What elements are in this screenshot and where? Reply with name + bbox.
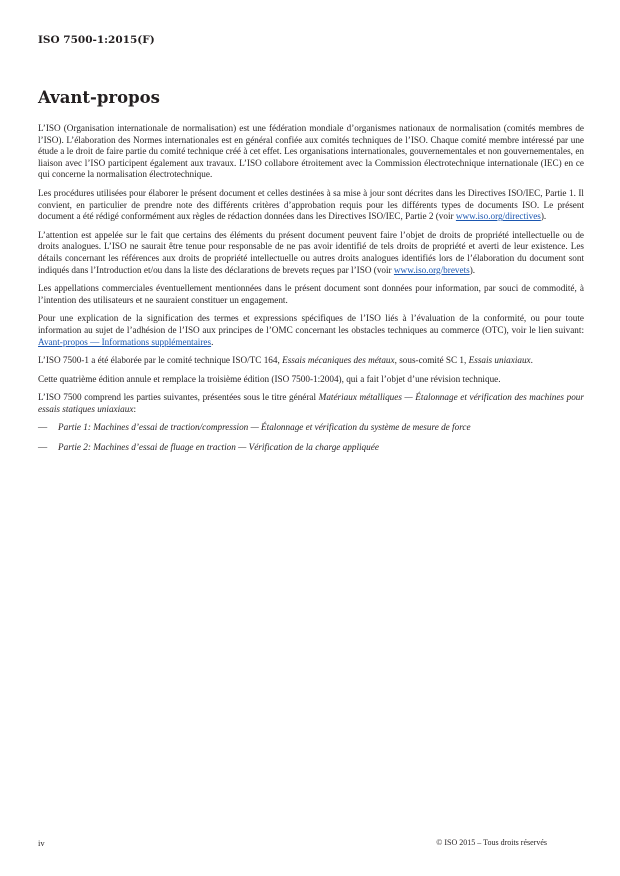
paragraph-procedures-text: Les procédures utilisées pour élaborer le présent document et celles destinées à sa mise à jour sont décrites dans les Directives ISO/IEC, Partie 1. Il convient, en particulier de prendre note des différents critères d’approbation requis pour les différents types de documents ISO. Le présent document a été rédigé conformément aux règles de rédaction données dans les Directives ISO/IEC, Partie 2 (voir xyxy=(38,187,584,222)
paragraph-patents-end: ). xyxy=(469,264,476,275)
patents-link[interactable]: www.iso.org/brevets xyxy=(393,264,470,275)
copyright-notice: © ISO 2015 – Tous droits réservés xyxy=(436,838,547,847)
paragraph-procedures xyxy=(38,188,584,223)
list-dash: — xyxy=(38,422,48,433)
page-title: Avant-propos xyxy=(38,88,160,107)
paragraph-committee-text-a: L’ISO 7500-1 a été élaborée par le comité technique ISO/TC 164, xyxy=(38,355,283,366)
page-number: iv xyxy=(38,838,45,848)
paragraph-committee xyxy=(38,355,584,367)
list-item-text: Partie 1: Machines d’essai de traction/compression — Étalonnage et vérification du système de mesure de force xyxy=(58,422,471,433)
paragraph-procedures-end: ). xyxy=(540,211,547,222)
list-dash: — xyxy=(38,442,48,453)
list-item xyxy=(38,422,584,434)
paragraph-parts-intro-text: L’ISO 7500 comprend les parties suivantes, présentées sous le titre général xyxy=(38,392,319,403)
paragraph-edition: Cette quatrième édition annule et remplace la troisième édition (ISO 7500-1:2004), qui a fait l’objet d’une révision technique. xyxy=(38,373,501,384)
paragraph-conformity-end: . xyxy=(211,336,214,347)
paragraph-committee-tc-title: Essais mécaniques des métaux xyxy=(282,355,395,366)
paragraph-parts-intro-end: : xyxy=(133,403,137,414)
paragraph-parts-general-title: Matériaux métalliques — Étalonnage et vérification des machines pour essais statiques uniaxiaux xyxy=(38,392,584,414)
paragraph-patents-text: L’attention est appelée sur le fait que certains des éléments du présent document peuvent faire l’objet de droits de propriété intellectuelle ou de droits analogues. L’ISO ne saurait être tenue pour responsable de ne pas avoir identifié de tels droits de propriété et averti de leur existence. Les détails concernant les références aux droits de propriété intellectuelle ou autres droits analogues identifiés lors de l’élaboration du document sont indiqués dans l’Introduction et/ou dans la liste des déclarations de brevets reçues par l’ISO (voir xyxy=(38,229,584,275)
paragraph-committee-sc-title: Essais uniaxiaux xyxy=(468,355,531,366)
supplementary-info-link[interactable]: Avant-propos — Informations supplémentaires xyxy=(38,336,212,347)
paragraph-trade-names: Les appellations commerciales éventuellement mentionnées dans le présent document sont données pour information, par souci de commodité, à l’intention des utilisateurs et ne sauraient constituer un engagement. xyxy=(38,283,584,305)
paragraph-patents xyxy=(38,230,584,276)
foreword-body xyxy=(38,123,584,462)
directives-link[interactable]: www.iso.org/directives xyxy=(455,211,541,222)
paragraph-iso-organisation: L’ISO (Organisation internationale de normalisation) est une fédération mondiale d’organismes nationaux de normalisation (comités membres de l’ISO). L’élaboration des Normes internationales est en général confiée aux comités techniques de l’ISO. Chaque comité membre intéressé par une étude a le droit de faire partie du comité technique créé à cet effet. Les organisations internationales, gouvernementales et non gouvernementales, en liaison avec l’ISO participent également aux travaux. L’ISO collabore étroitement avec la Commission électrotechnique internationale (IEC) en ce qui concerne la normalisation électrotechnique. xyxy=(38,123,584,180)
paragraph-committee-text-e: . xyxy=(530,355,533,366)
paragraph-conformity-text: Pour une explication de la signification des termes et expressions spécifiques de l’ISO liés à l’évaluation de la conformité, ou pour toute information au sujet de l’adhésion de l’ISO aux principes de l’OMC concernant les obstacles techniques au commerce (OTC), voir le lien suivant: xyxy=(38,313,584,335)
paragraph-committee-text-c: , sous-comité SC 1, xyxy=(394,355,469,366)
standard-identifier: ISO 7500-1:2015(F) xyxy=(38,34,155,46)
list-item xyxy=(38,442,584,454)
list-item-text: Partie 2: Machines d’essai de fluage en traction — Vérification de la charge appliquée xyxy=(58,442,379,453)
paragraph-parts-intro xyxy=(38,392,584,415)
paragraph-conformity xyxy=(38,313,584,348)
